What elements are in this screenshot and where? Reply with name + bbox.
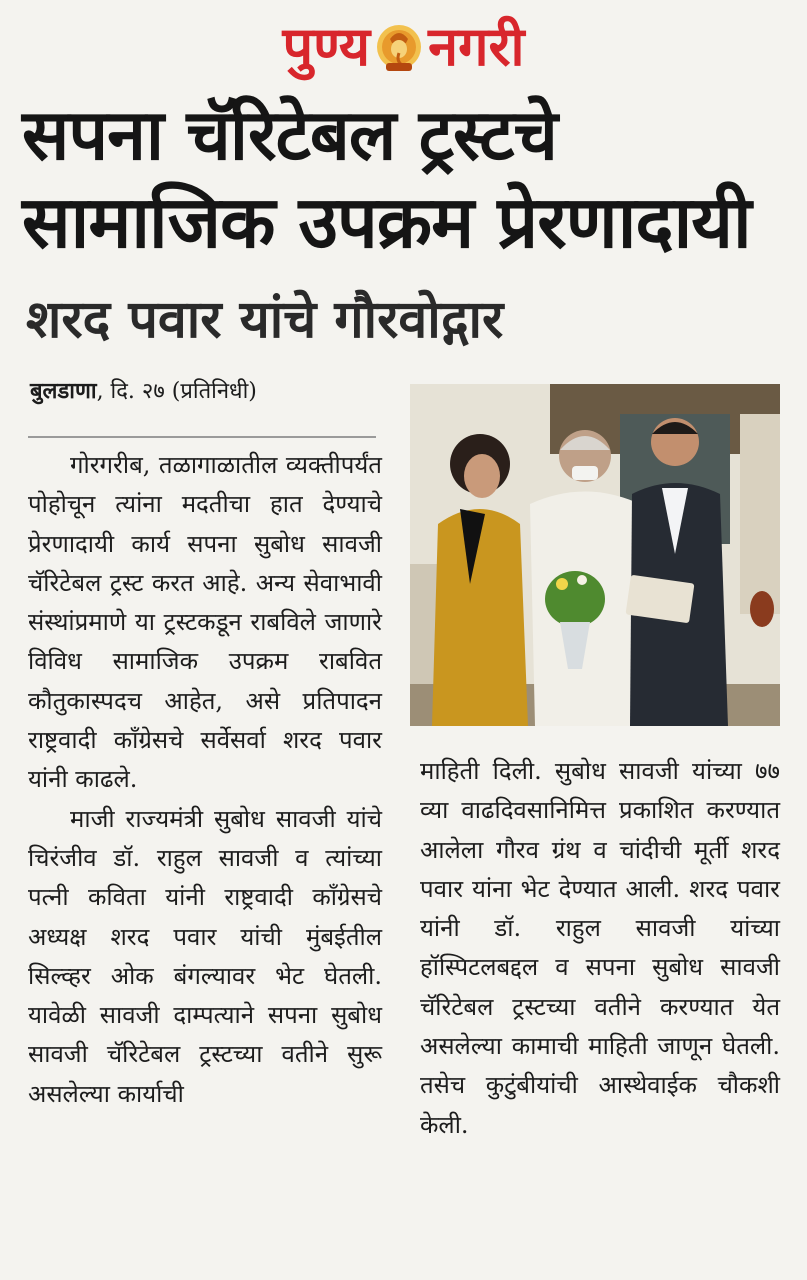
masthead	[0, 12, 807, 82]
masthead-part2: नगरी	[428, 15, 525, 78]
article-column-1	[28, 446, 382, 1114]
dateline-rest: , दि. २७ (प्रतिनिधी)	[96, 379, 257, 404]
masthead-part1: पुण्य	[282, 15, 371, 78]
article-column-2	[420, 752, 780, 1145]
dateline	[30, 375, 257, 405]
paragraph: गोरगरीब, तळागाळातील व्यक्तीपर्यंत पोहोचून त्यांना मदतीचा हात देण्याचे प्रेरणादायी कार्य सपना सुबोध सावजी चॅरिटेबल ट्रस्ट करत आहे. अन्य सेवाभावी संस्थांप्रमाणे या ट्रस्टकडून राबविले जाणारे विविध सामाजिक उपक्रम राबवित कौतुकास्पदच आहेत, असे प्रतिपादन राष्ट्रवादी काँग्रेसचे सर्वेसर्वा शरद पवार यांनी काढले.	[28, 451, 382, 794]
paragraph: माहिती दिली. सुबोध सावजी यांच्या ७७ व्या वाढदिवसानिमित्त प्रकाशित करण्यात आलेला गौरव ग्रंथ व चांदीची मूर्ती शरद पवार यांना भेट देण्यात आली. शरद पवार यांनी डॉ. राहुल सावजी यांच्या हॉस्पिटलबद्दल व सपना सुबोध सावजी चॅरिटेबल ट्रस्टच्या वतीने करण्यात येत असलेल्या कामाची माहिती जाणून घेतली. तसेच कुटुंबीयांची आस्थेवाईक चौकशी केली.	[420, 757, 780, 1139]
column-divider	[28, 436, 376, 438]
subheadline: शरद पवार यांचे गौरवोद्गार	[26, 290, 504, 350]
news-photo	[410, 384, 780, 726]
dateline-place: बुलडाणा	[30, 378, 97, 404]
headline-line1: सपना चॅरिटेबल ट्रस्टचे	[22, 94, 557, 176]
headline-line2: सामाजिक उपक्रम प्रेरणादायी	[22, 180, 751, 264]
ganesha-logo-icon	[376, 17, 422, 77]
paragraph: माजी राज्यमंत्री सुबोध सावजी यांचे चिरंजीव डॉ. राहुल सावजी व त्यांच्या पत्नी कविता यांनी राष्ट्रवादी काँग्रेसचे अध्यक्ष शरद पवार यांची मुंबईतील सिल्व्हर ओक बंगल्यावर भेट घेतली. यावेळी सावजी दाम्पत्याने सपना सुबोध सावजी चॅरिटेबल ट्रस्टच्या वतीने सुरू असलेल्या कार्याची	[28, 804, 382, 1108]
